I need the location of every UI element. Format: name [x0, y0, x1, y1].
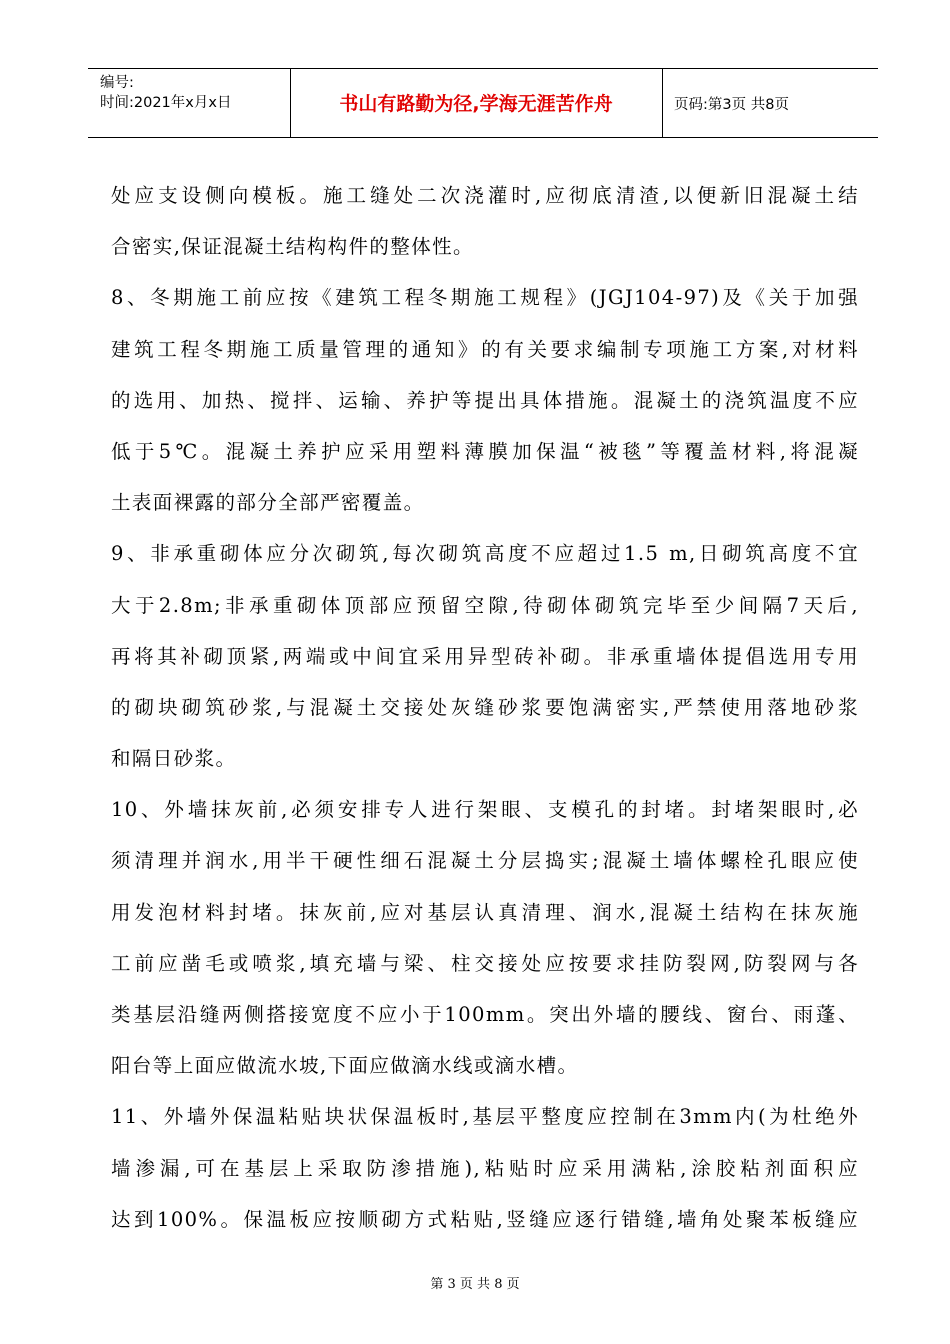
body-line: 阳台等上面应做流水坡,下面应做滴水线或滴水槽。 — [111, 1054, 579, 1078]
body-line: 再将其补砌顶紧,两端或中间宜采用异型砖补砌。非承重墙体提倡选用专用 — [111, 644, 859, 668]
body-line: 用发泡材料封堵。抹灰前,应对基层认真清理、润水,混凝土结构在抹灰施 — [111, 900, 859, 924]
body-line: 墙渗漏,可在基层上采取防渗措施),粘贴时应采用满粘,涂胶粘剂面积应 — [111, 1156, 859, 1180]
body-line: 合密实,保证混凝土结构构件的整体性。 — [111, 235, 474, 259]
body-line: 低于5℃。混凝土养护应采用塑料薄膜加保温“被毯”等覆盖材料,将混凝 — [111, 439, 859, 463]
body-line: 须清理并润水,用半干硬性细石混凝土分层捣实;混凝土墙体螺栓孔眼应使 — [111, 849, 859, 873]
header-meta — [100, 73, 290, 113]
body-line: 11、外墙外保温粘贴块状保温板时,基层平整度应控制在3mm内(为杜绝外 — [111, 1105, 859, 1129]
body-line: 8、冬期施工前应按《建筑工程冬期施工规程》(JGJ104-97)及《关于加强 — [111, 286, 859, 310]
header-motto: 书山有路勤为径,学海无涯苦作舟 — [339, 93, 613, 115]
header-divider-right — [662, 69, 663, 137]
document-number-label: 编号: — [100, 75, 134, 91]
body-line: 工前应凿毛或喷浆,填充墙与梁、柱交接处应按要求挂防裂网,防裂网与各 — [111, 951, 859, 975]
body-line: 大于2.8m;非承重砌体顶部应预留空隙,待砌体砌筑完毕至少间隔7天后, — [111, 593, 859, 617]
page-footer: 第 3 页 共 8 页 — [430, 1277, 520, 1292]
body-line: 和隔日砂浆。 — [111, 747, 237, 771]
body-line: 达到100%。保温板应按顺砌方式粘贴,竖缝应逐行错缝,墙角处聚苯板缝应 — [111, 1207, 859, 1231]
body-line: 土表面裸露的部分全部严密覆盖。 — [111, 491, 425, 515]
document-body — [111, 170, 859, 1245]
body-line: 的选用、加热、搅拌、运输、养护等提出具体措施。混凝土的浇筑温度不应 — [111, 388, 859, 412]
header-page-number: 页码:第3页 共8页 — [674, 97, 789, 113]
body-line: 处应支设侧向模板。施工缝处二次浇灌时,应彻底清渣,以便新旧混凝土结 — [111, 184, 859, 207]
document-time-label: 时间:2021年x月x日 — [100, 95, 232, 111]
body-line: 类基层沿缝两侧搭接宽度不应小于100mm。突出外墙的腰线、窗台、雨蓬、 — [111, 1003, 859, 1026]
body-line: 10、外墙抹灰前,必须安排专人进行架眼、支模孔的封堵。封堵架眼时,必 — [111, 798, 859, 822]
body-line: 的砌块砌筑砂浆,与混凝土交接处灰缝砂浆要饱满密实,严禁使用落地砂浆 — [111, 695, 859, 719]
body-line: 9、非承重砌体应分次砌筑,每次砌筑高度不应超过1.5 m,日砌筑高度不宜 — [111, 542, 859, 566]
page-header — [88, 68, 878, 138]
body-line: 建筑工程冬期施工质量管理的通知》的有关要求编制专项施工方案,对材料 — [111, 337, 859, 361]
